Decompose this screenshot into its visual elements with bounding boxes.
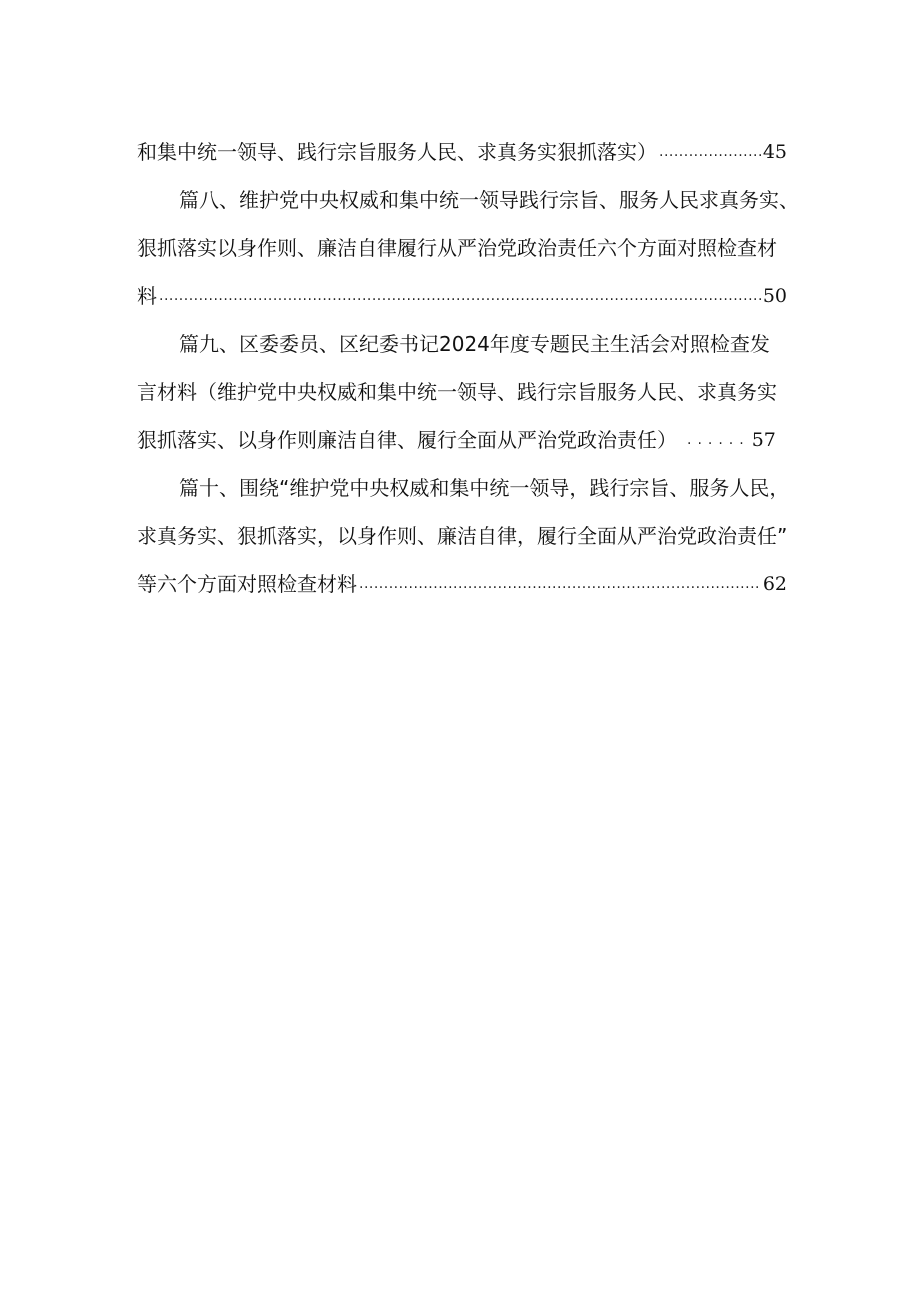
toc-page-number: 45 <box>762 141 787 163</box>
toc-entry-text: 言材料（维护党中央权威和集中统一领导、践行宗旨服务人民、求真务实 <box>137 380 777 404</box>
toc-entry-line <box>137 320 787 368</box>
toc-page-number: 57 <box>751 429 776 451</box>
table-of-contents <box>137 128 799 608</box>
toc-entry-line <box>137 128 787 176</box>
toc-page-number: 62 <box>762 573 787 595</box>
toc-entry-line <box>137 512 787 560</box>
toc-entry-line <box>137 560 787 608</box>
toc-entry-line <box>137 272 787 320</box>
toc-entry-text: 等六个方面对照检查材料 <box>137 572 357 596</box>
toc-leader-dots <box>687 420 750 460</box>
toc-entry-line <box>137 176 799 224</box>
toc-entry-text: 料 <box>137 284 157 308</box>
toc-leader-dots <box>159 276 761 316</box>
toc-entry-line <box>137 368 787 416</box>
toc-entry-text: 求真务实、狠抓落实，以身作则、廉洁自律，履行全面从严治党政治责任” <box>137 524 788 548</box>
toc-entry-text: 篇八、维护党中央权威和集中统一领导践行宗旨、服务人民求真务实、 <box>179 188 799 212</box>
toc-entry-line <box>137 224 787 272</box>
toc-entry-text: 狠抓落实、以身作则廉洁自律、履行全面从严治党政治责任） <box>137 428 677 452</box>
toc-entry-text: 和集中统一领导、践行宗旨服务人民、求真务实狠抓落实） <box>137 140 657 164</box>
toc-entry-line <box>137 464 790 512</box>
toc-leader-dots <box>659 132 761 172</box>
toc-entry-line <box>137 416 787 464</box>
toc-leader-dots <box>359 564 761 604</box>
toc-entry-text: 篇九、区委委员、区纪委书记2024年度专题民主生活会对照检查发 <box>179 332 770 356</box>
toc-entry-text: 狠抓落实以身作则、廉洁自律履行从严治党政治责任六个方面对照检查材 <box>137 236 777 260</box>
toc-entry-text: 篇十、围绕“维护党中央权威和集中统一领导，践行宗旨、服务人民， <box>179 476 790 500</box>
toc-page-number: 50 <box>762 285 787 307</box>
